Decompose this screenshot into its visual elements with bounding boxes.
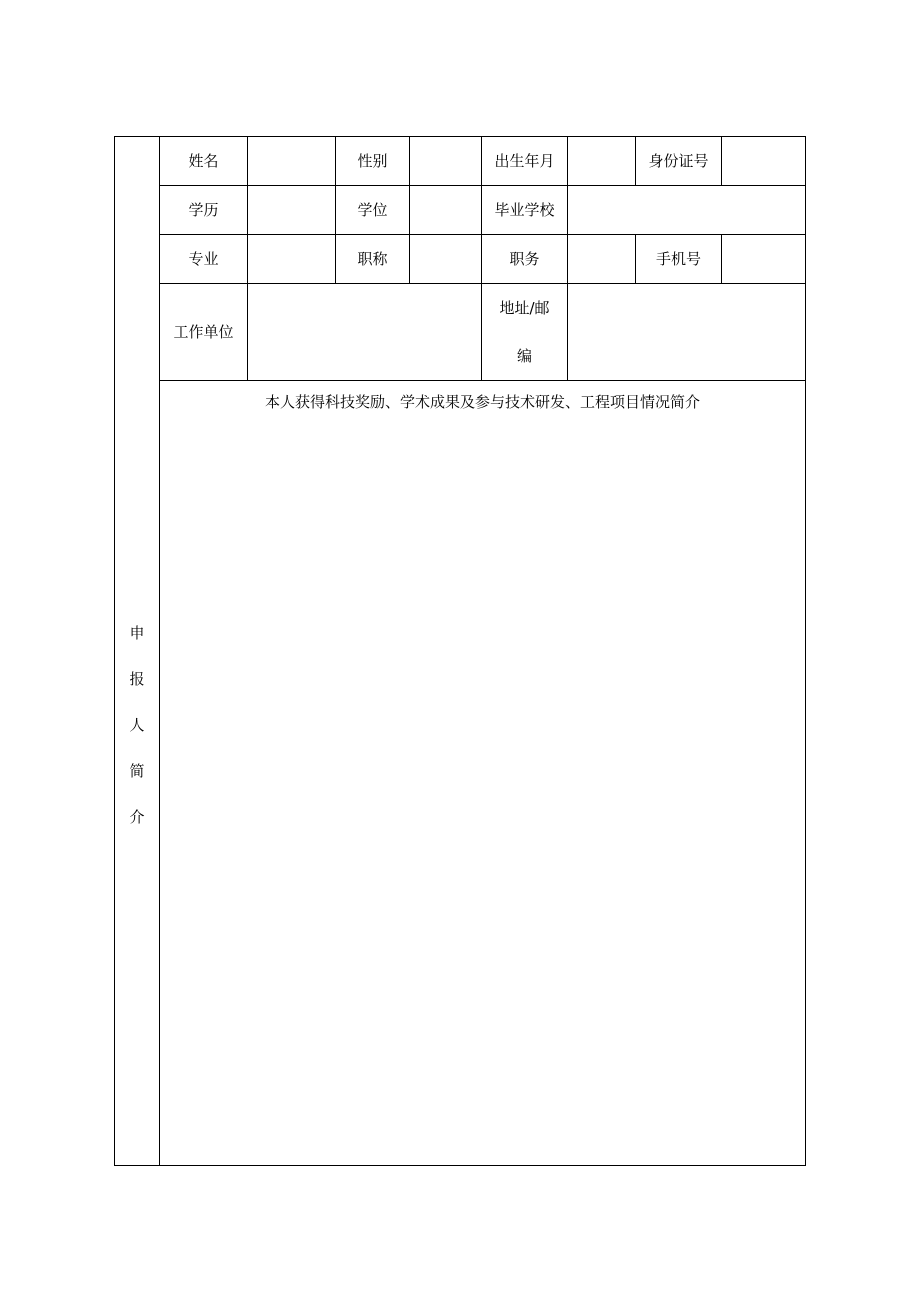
birth-date-field[interactable] bbox=[568, 137, 636, 186]
address-field[interactable] bbox=[568, 284, 806, 381]
id-number-label: 身份证号 bbox=[636, 137, 722, 186]
education-field[interactable] bbox=[248, 186, 336, 235]
title-label: 职称 bbox=[336, 235, 410, 284]
table-row bbox=[115, 235, 806, 284]
address-label-line1: 地址/邮 bbox=[499, 299, 550, 317]
side-label-char: 简 bbox=[129, 762, 145, 780]
education-label: 学历 bbox=[160, 186, 248, 235]
intro-heading: 本人获得科技奖励、学术成果及参与技术研发、工程项目情况简介 bbox=[264, 393, 700, 411]
name-field[interactable] bbox=[248, 137, 336, 186]
table-row bbox=[115, 284, 806, 381]
side-label-char: 报 bbox=[129, 670, 145, 688]
major-field[interactable] bbox=[248, 235, 336, 284]
major-label: 专业 bbox=[160, 235, 248, 284]
intro-cell[interactable] bbox=[160, 381, 806, 1166]
employer-label: 工作单位 bbox=[160, 284, 248, 381]
table-row bbox=[115, 381, 806, 1166]
employer-field[interactable] bbox=[248, 284, 482, 381]
position-field[interactable] bbox=[568, 235, 636, 284]
side-label-char: 介 bbox=[129, 808, 145, 826]
applicant-info-table bbox=[114, 136, 806, 1166]
gender-label: 性别 bbox=[336, 137, 410, 186]
phone-label: 手机号 bbox=[636, 235, 722, 284]
gender-field[interactable] bbox=[410, 137, 482, 186]
id-number-field[interactable] bbox=[722, 137, 806, 186]
side-label-char: 申 bbox=[129, 624, 145, 642]
name-label: 姓名 bbox=[160, 137, 248, 186]
address-label bbox=[482, 284, 568, 381]
position-label: 职务 bbox=[482, 235, 568, 284]
title-field[interactable] bbox=[410, 235, 482, 284]
side-label-char: 人 bbox=[129, 716, 145, 734]
birth-date-label: 出生年月 bbox=[482, 137, 568, 186]
address-label-line2: 编 bbox=[516, 347, 532, 365]
phone-field[interactable] bbox=[722, 235, 806, 284]
school-field[interactable] bbox=[568, 186, 806, 235]
table-row bbox=[115, 137, 806, 186]
degree-label: 学位 bbox=[336, 186, 410, 235]
degree-field[interactable] bbox=[410, 186, 482, 235]
side-label-cell bbox=[115, 137, 160, 1166]
table-row bbox=[115, 186, 806, 235]
side-label bbox=[115, 623, 159, 827]
school-label: 毕业学校 bbox=[482, 186, 568, 235]
